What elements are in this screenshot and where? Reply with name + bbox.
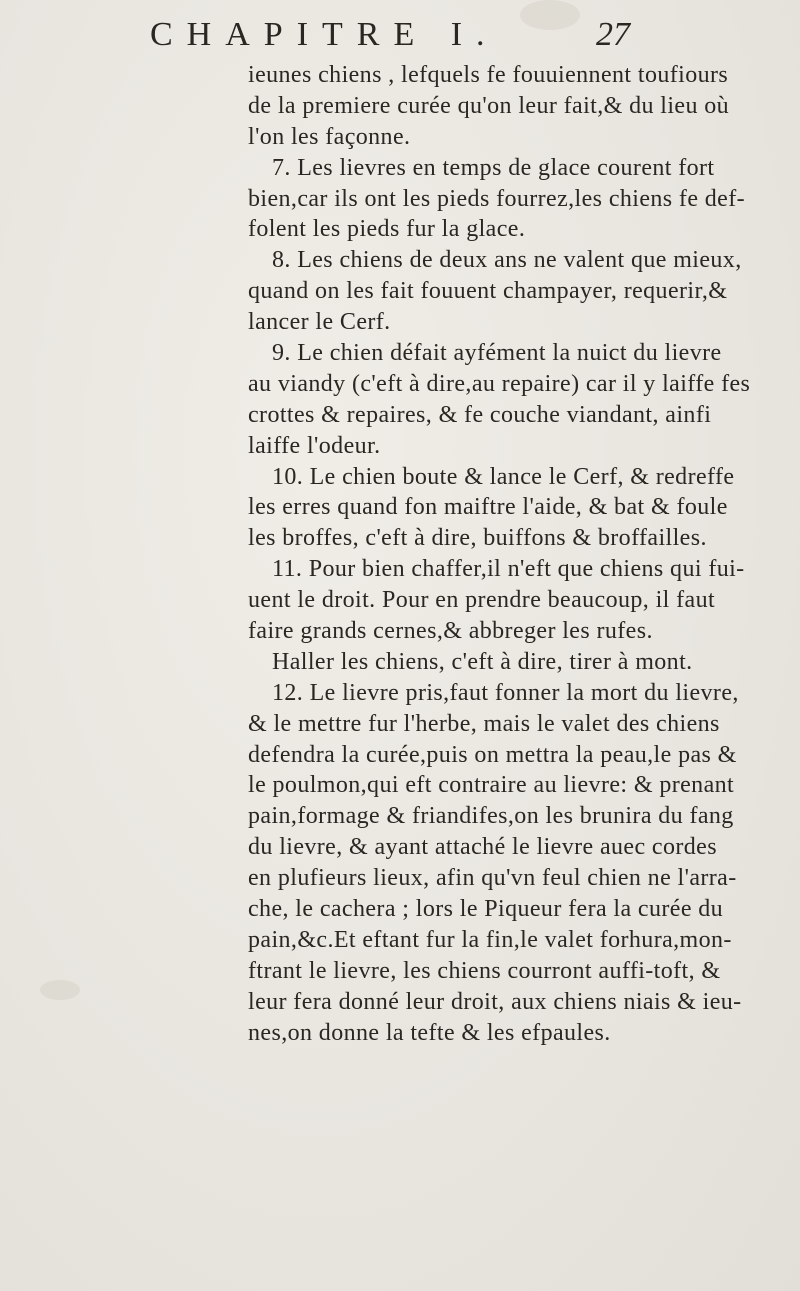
text-line: folent les pieds fur la glace. xyxy=(248,216,526,243)
text-line: 8. Les chiens de deux ans ne valent que mieux, xyxy=(272,247,742,274)
text-line: pain,formage & friandifes,on les brunira du fang xyxy=(248,803,734,830)
text-line: uent le droit. Pour en prendre beaucoup, il faut xyxy=(248,587,716,614)
text-line: quand on les fait fouuent champayer, requerir,& xyxy=(248,278,728,305)
text-line: le poulmon,qui eft contraire au lievre: & prenant xyxy=(248,772,735,799)
text-line: che, le cachera ; lors le Piqueur fera la curée du xyxy=(248,896,724,923)
chapter-title: CHAPITRE I. xyxy=(150,16,499,53)
text-line: 12. Le lievre pris,faut fonner la mort du lievre, xyxy=(272,679,739,706)
text-line: 10. Le chien boute & lance le Cerf, & redreffe xyxy=(272,463,735,490)
text-line: Haller les chiens, c'eft à dire, tirer à mont. xyxy=(272,648,693,675)
text-line: lancer le Cerf. xyxy=(248,309,391,336)
text-line: leur fera donné leur droit, aux chiens niais & ieu- xyxy=(248,988,742,1015)
text-line: 9. Le chien défait ayfément la nuict du lievre xyxy=(272,340,722,367)
text-line: laiffe l'odeur. xyxy=(248,432,381,459)
text-line: & le mettre fur l'herbe, mais le valet des chiens xyxy=(248,710,720,737)
text-line: ieunes chiens , lefquels fe fouuiennent toufiours xyxy=(248,62,729,88)
text-line: ftrant le lievre, les chiens courront auffi-toft, & xyxy=(248,957,721,984)
text-line: pain,&c.Et eftant fur la fin,le valet forhura,mon- xyxy=(248,926,732,953)
text-line: du lievre, & ayant attaché le lievre auec cordes xyxy=(248,834,717,861)
text-line: l'on les façonne. xyxy=(248,123,411,150)
text-line: crottes & repaires, & fe couche viandant, ainfi xyxy=(248,401,712,428)
text-line: en plufieurs lieux, afin qu'vn feul chien ne l'arra- xyxy=(248,865,737,892)
text-line: bien,car ils ont les pieds fourrez,les chiens fe def- xyxy=(248,185,746,212)
text-line: 11. Pour bien chaffer,il n'eft que chiens qui fui- xyxy=(272,556,745,583)
text-line: faire grands cernes,& abbreger les rufes. xyxy=(248,618,653,645)
text-line: au viandy (c'eft à dire,au repaire) car il y laiffe fes xyxy=(248,370,751,397)
text-line: les broffes, c'eft à dire, buiffons & broffailles. xyxy=(248,525,707,552)
paper-stain xyxy=(40,980,80,1000)
text-line: defendra la curée,puis on mettra la peau,le pas & xyxy=(248,741,737,768)
text-line: de la premiere curée qu'on leur fait,& du lieu où xyxy=(248,92,730,119)
text-line: nes,on donne la tefte & les efpaules. xyxy=(248,1019,611,1046)
text-line: les erres quand fon maiftre l'aide, & bat & foule xyxy=(248,494,728,521)
page-header xyxy=(150,14,630,62)
page-number: 27 xyxy=(596,16,630,53)
body-text xyxy=(248,60,784,1049)
text-line: 7. Les lievres en temps de glace courent fort xyxy=(272,154,715,181)
